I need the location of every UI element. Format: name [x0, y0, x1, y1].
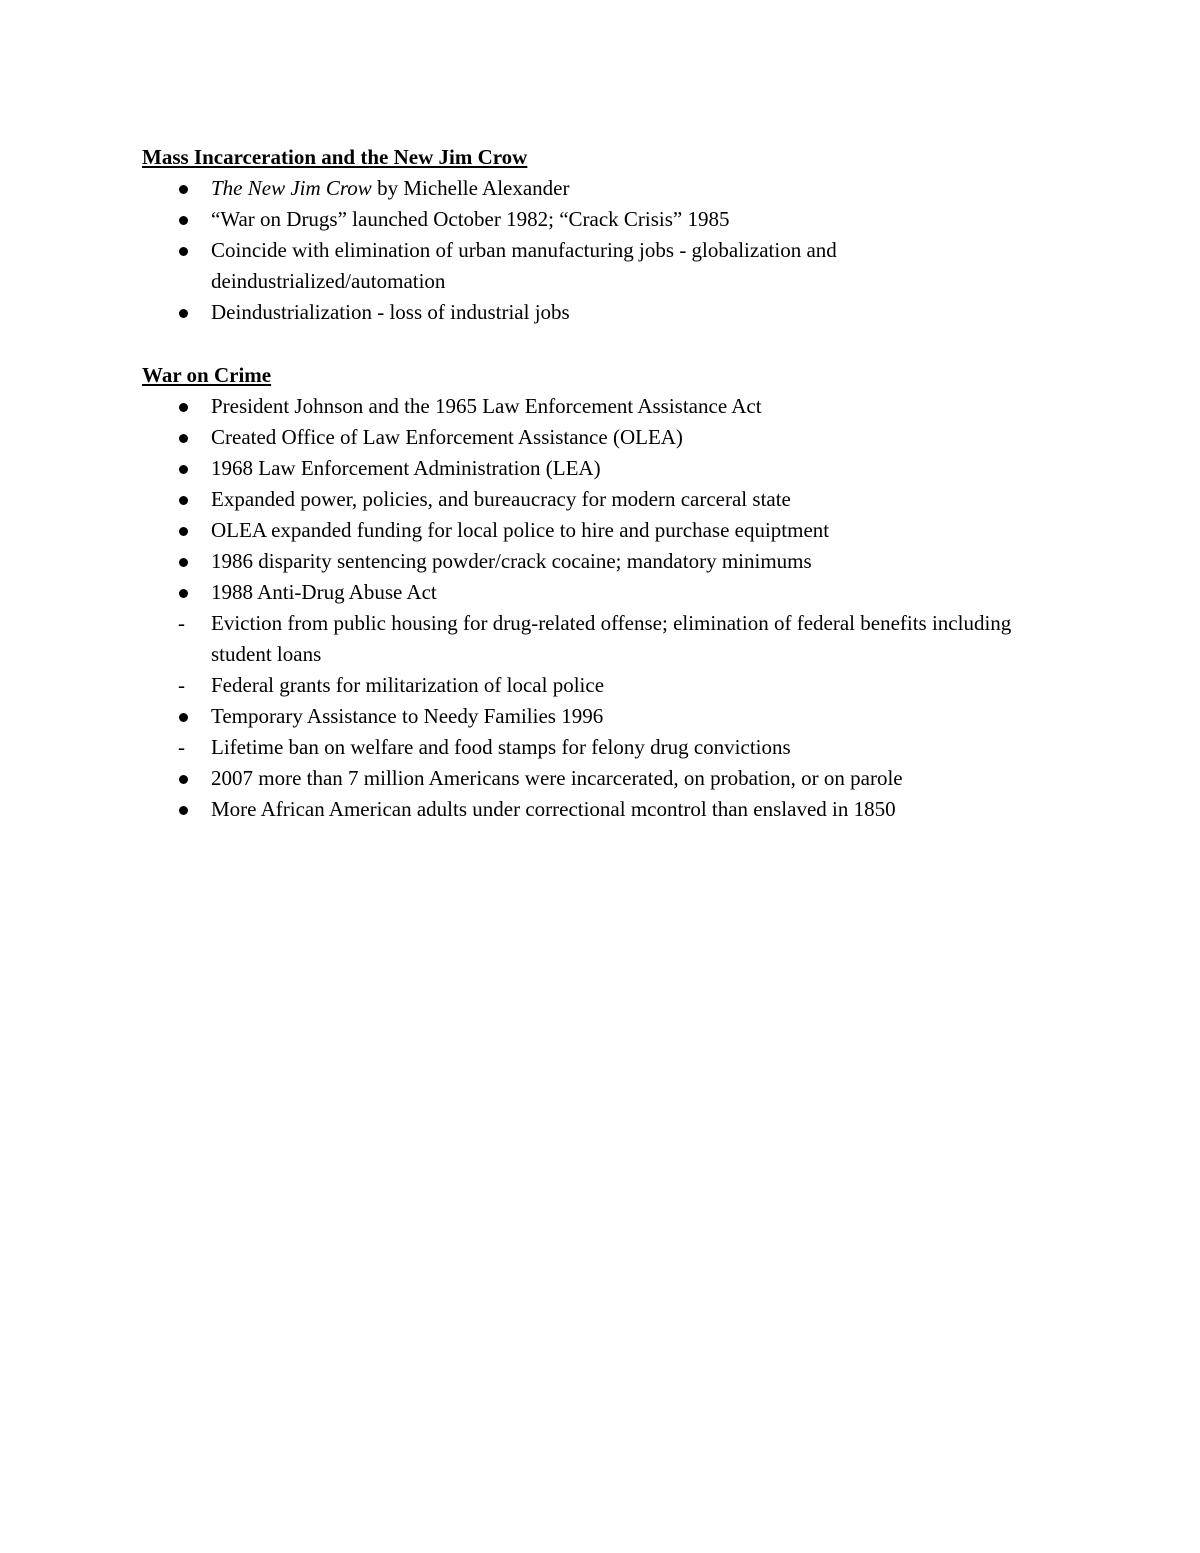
list-item-text: Expanded power, policies, and bureaucracy for modern carceral state — [211, 487, 791, 511]
bullet-icon — [178, 173, 198, 204]
list-item-text: 1986 disparity sentencing powder/crack cocaine; mandatory minimums — [211, 549, 812, 573]
list-item-text: OLEA expanded funding for local police to hire and purchase equiptment — [211, 518, 830, 542]
bullet-icon — [178, 546, 198, 577]
list-item — [142, 794, 1062, 825]
dash-icon — [178, 608, 198, 639]
list-item-text: 1968 Law Enforcement Administration (LEA) — [211, 456, 601, 480]
list-item — [142, 577, 1062, 608]
list-item-text: Lifetime ban on welfare and food stamps for felony drug convictions — [211, 735, 791, 759]
list-item — [142, 453, 1062, 484]
list-item — [142, 204, 1062, 235]
list-item-text: by Michelle Alexander — [371, 176, 570, 200]
list-item — [142, 701, 1062, 732]
section-heading: War on Crime — [142, 363, 272, 387]
list-item — [142, 297, 1062, 328]
bullet-icon — [178, 453, 198, 484]
bullet-icon — [178, 515, 198, 546]
bullet-icon — [178, 763, 198, 794]
bullet-list — [142, 173, 1062, 328]
list-item-text: “War on Drugs” launched October 1982; “Crack Crisis” 1985 — [211, 207, 730, 231]
list-item-text: Created Office of Law Enforcement Assistance (OLEA) — [211, 425, 683, 449]
list-item — [142, 422, 1062, 453]
list-item — [142, 235, 1062, 297]
bullet-icon — [178, 484, 198, 515]
list-item-text: More African American adults under correctional mcontrol than enslaved in 1850 — [211, 797, 896, 821]
list-item-text: President Johnson and the 1965 Law Enforcement Assistance Act — [211, 394, 762, 418]
bullet-icon — [178, 794, 198, 825]
list-item — [142, 515, 1062, 546]
book-title: The New Jim Crow — [211, 176, 372, 200]
list-item — [142, 670, 1062, 701]
list-item-text: 1988 Anti-Drug Abuse Act — [211, 580, 437, 604]
list-item — [142, 173, 1062, 204]
list-item — [142, 391, 1062, 422]
dash-icon — [178, 732, 198, 763]
bullet-icon — [178, 204, 198, 235]
list-item — [142, 484, 1062, 515]
dash-icon — [178, 670, 198, 701]
list-item-text: 2007 more than 7 million Americans were incarcerated, on probation, or on parole — [211, 766, 903, 790]
list-item — [142, 608, 1062, 670]
list-item-text: Eviction from public housing for drug-related offense; elimination of federal benefits including student loans — [211, 611, 1012, 666]
list-item-text: Deindustrialization - loss of industrial jobs — [211, 300, 570, 324]
bullet-icon — [178, 297, 198, 328]
bullet-list — [142, 391, 1062, 825]
list-item — [142, 763, 1062, 794]
bullet-icon — [178, 235, 198, 266]
bullet-icon — [178, 701, 198, 732]
list-item — [142, 546, 1062, 577]
bullet-icon — [178, 577, 198, 608]
section-mass-incarceration — [142, 142, 1062, 328]
list-item-text: Coincide with elimination of urban manufacturing jobs - globalization and deindustrialized/automation — [211, 238, 837, 293]
section-heading: Mass Incarceration and the New Jim Crow — [142, 145, 528, 169]
list-item-text: Federal grants for militarization of local police — [211, 673, 605, 697]
section-war-on-crime — [142, 360, 1062, 825]
list-item-text: Temporary Assistance to Needy Families 1996 — [211, 704, 604, 728]
bullet-icon — [178, 422, 198, 453]
bullet-icon — [178, 391, 198, 422]
list-item — [142, 732, 1062, 763]
